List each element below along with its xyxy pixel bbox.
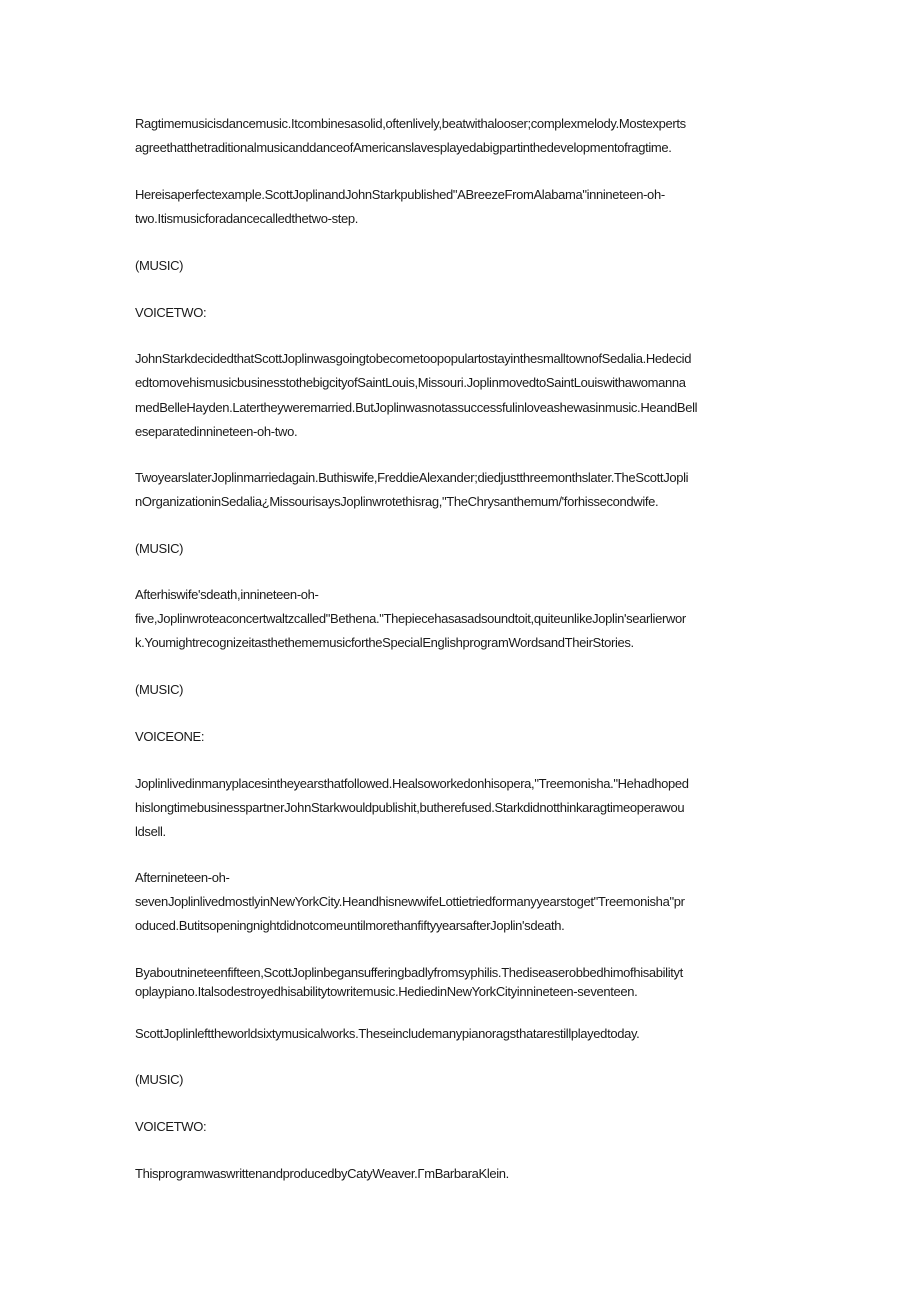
text-line: eseparatedinnineteen-oh-two. bbox=[135, 424, 298, 439]
text-line: Afternineteen-oh- bbox=[135, 870, 230, 885]
text-line: Hereisaperfectexample.ScottJoplinandJohnStarkpublished"ABreezeFromAlabama"innineteen-oh- bbox=[135, 187, 665, 202]
text-line: ThisprogramwaswrittenandproducedbyCatyWeaver.ΓmBarbaraKlein. bbox=[135, 1166, 509, 1181]
text-line: edtomovehismusicbusinesstothebigcityofSaintLouis,Missouri.JoplinmovedtoSaintLouiswithawomanna bbox=[135, 375, 686, 390]
text-line: sevenJoplinlivedmostlyinNewYorkCity.HeandhisnewwifeLottietriedformanyyearstoget"Treemonisha"pr bbox=[135, 894, 685, 909]
music-cue: (MUSIC) bbox=[135, 258, 184, 273]
text-line: five,Joplinwroteaconcertwaltzcalled"Bethena."Thepiecehasasadsoundtoit,quiteunlikeJoplin'searlierwor bbox=[135, 611, 686, 626]
text-line: Afterhiswife'sdeath,innineteen-oh- bbox=[135, 587, 319, 602]
speaker-label: VOICEONE: bbox=[135, 729, 205, 744]
text-line: hislongtimebusinesspartnerJohnStarkwouldpublishit,butherefused.Starkdidnotthinkaragtimeoperawou bbox=[135, 800, 685, 815]
speaker-label: VOICETWO: bbox=[135, 305, 207, 320]
text-line: Joplinlivedinmanyplacesintheyearsthatfollowed.Healsoworkedonhisopera,"Treemonisha."Hehadhoped bbox=[135, 776, 689, 791]
speaker-label: VOICETWO: bbox=[135, 1119, 207, 1134]
text-line: TwoyearslaterJoplinmarriedagain.Buthiswife,FreddieAlexander;diedjustthreemonthslater.TheScottJopli bbox=[135, 470, 689, 485]
music-cue: (MUSIC) bbox=[135, 1072, 184, 1087]
text-line: oplaypiano.Italsodestroyedhisabilitytowritemusic.HediedinNewYorkCityinnineteen-seventeen. bbox=[135, 984, 638, 999]
text-line: Byaboutnineteenfifteen,ScottJoplinbegansufferingbadlyfromsyphilis.Thediseaserobbedhimofhisabilityt bbox=[135, 965, 683, 980]
text-line: nOrganizationinSedalia¿MissourisaysJoplinwrotethisrag,"TheChrysanthemum/'forhissecondwife. bbox=[135, 494, 659, 509]
music-cue: (MUSIC) bbox=[135, 541, 184, 556]
text-line: two.Itismusicforadancecalledthetwo-step. bbox=[135, 211, 359, 226]
text-line: k.YoumightrecognizeitasthethememusicfortheSpecialEnglishprogramWordsandTheirStories. bbox=[135, 635, 634, 650]
text-line: ldsell. bbox=[135, 824, 166, 839]
music-cue: (MUSIC) bbox=[135, 682, 184, 697]
text-line: agreethatthetraditionalmusicanddanceofAmericanslavesplayedabigpartinthedevelopmentofragtime. bbox=[135, 140, 672, 155]
text-line: Ragtimemusicisdancemusic.Itcombinesasolid,oftenlively,beatwithalooser;complexmelody.Mostexperts bbox=[135, 116, 686, 131]
text-line: ScottJoplinlefttheworldsixtymusicalworks.Theseincludemanypianoragsthatarestillplayedtoday. bbox=[135, 1026, 640, 1041]
text-line: oduced.ButitsopeningnightdidnotcomeuntilmorethanfiftyyearsafterJoplin'sdeath. bbox=[135, 918, 565, 933]
text-line: JohnStarkdecidedthatScottJoplinwasgoingtobecometoopopulartostayinthesmalltownofSedalia.Hedecid bbox=[135, 351, 692, 366]
text-line: medBelleHayden.Latertheyweremarried.ButJoplinwasnotassuccessfulinloveashewasinmusic.HeandBell bbox=[135, 400, 698, 415]
